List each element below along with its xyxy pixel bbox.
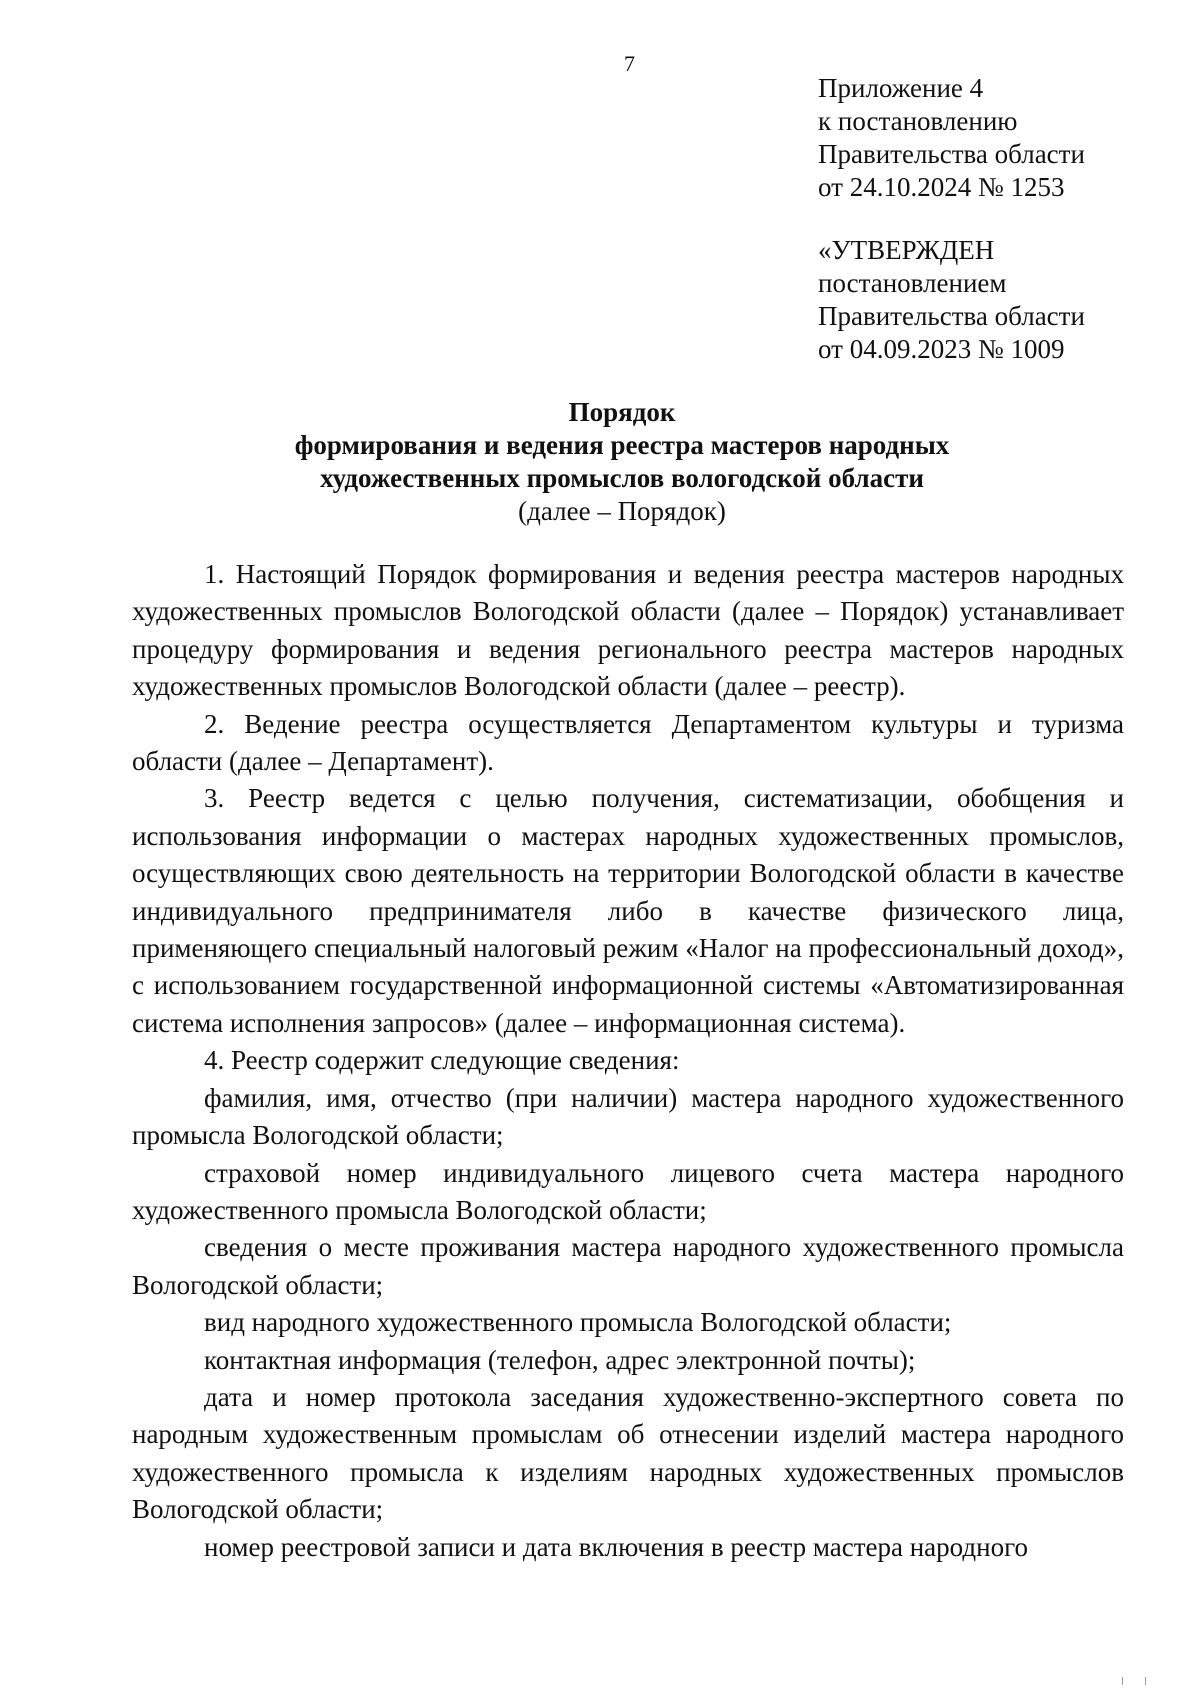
scan-corner-mark [1122,1677,1146,1685]
title-subtitle: (далее – Порядок) [518,496,726,526]
title-line: формирования и ведения реестра мастеров народных [294,430,950,460]
title-line: художественных промыслов вологодской области [320,463,924,493]
list-item: сведения о месте проживания мастера народного художественного промысла Вологодской области; [132,1232,1124,1300]
appendix-line: Приложение 4 [818,73,984,103]
approval-line: «УТВЕРЖДЕН [818,235,995,265]
approval-line: Правительства области [818,301,1085,331]
paragraph: 3. Реестр ведется с целью получения, систематизации, обобщения и использования информации о мастерах народных художественных промыслов, осуществляющих свою деятельность на территории Вологодской области в качестве индивидуального предпринимателя либо в качестве физического лица, применяющего специальный налоговый режим «Налог на профессиональный доход», с использованием государственной информационной системы «Автоматизированная система исполнения запросов» (далее – информационная система). [132,783,1124,1038]
appendix-line: от 24.10.2024 № 1253 [818,172,1065,202]
paragraph: 2. Ведение реестра осуществляется Департаментом культуры и туризма области (далее – Департамент). [132,708,1124,777]
appendix-line: к постановлению [818,106,1018,136]
list-item: номер реестровой записи и дата включения в реестр мастера народного [204,1531,1028,1562]
appendix-line: Правительства области [818,139,1085,169]
approval-stamp-block [818,234,1178,366]
approval-line: от 04.09.2023 № 1009 [818,334,1065,364]
list-item: фамилия, имя, отчество (при наличии) мастера народного художественного промысла Вологодской области; [132,1082,1124,1151]
appendix-block [818,72,1178,204]
list-item: вид народного художественного промысла Вологодской области; [204,1307,952,1338]
list-item: страховой номер индивидуального лицевого счета мастера народного художественного промысла Вологодской области; [132,1157,1124,1225]
approval-line: постановлением [818,268,1007,298]
document-title [120,396,1124,528]
paragraph: 1. Настоящий Порядок формирования и ведения реестра мастеров народных художественных промыслов Вологодской области (далее – Порядок) устанавливает процедуру формирования и ведения регионального реестра мастеров народных художественных промыслов Вологодской области (далее – реестр). [132,559,1124,702]
document-body [132,556,1124,1566]
list-item: дата и номер протокола заседания художественно-экспертного совета по народным художественным промыслам об отнесении изделий мастера народного художественного промысла к изделиям народных художественных промыслов Вологодской области; [132,1381,1124,1525]
paragraph: 4. Реестр содержит следующие сведения: [204,1045,680,1076]
title-line: Порядок [568,397,676,427]
list-item: контактная информация (телефон, адрес электронной почты); [204,1344,916,1375]
page-number: 7 [624,51,635,76]
